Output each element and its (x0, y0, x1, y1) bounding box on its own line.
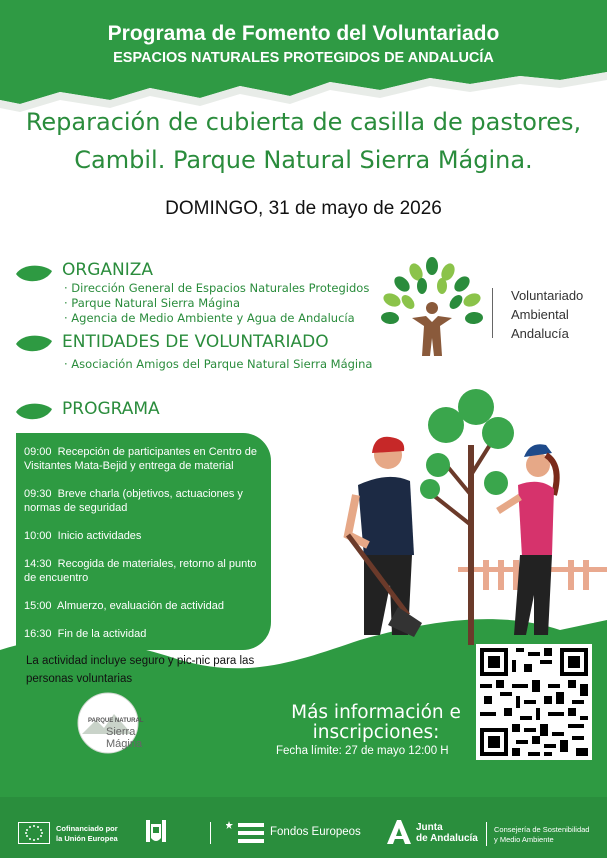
voluntariado-tree-logo (378, 256, 486, 364)
voluntariado-logo-text (511, 286, 583, 343)
program-item: 14:30 Recogida de materiales, retorno al punto de encuentro (24, 558, 257, 584)
va-line: Andalucía (511, 326, 569, 341)
leaf-bullet-icon (14, 401, 54, 423)
organizer-item: · Agencia de Medio Ambiente y Agua de Andalucía (64, 311, 355, 325)
va-line: Voluntariado (511, 288, 584, 303)
park-logo-line: Mágina (106, 738, 143, 750)
junta-line: de Andalucía (416, 833, 478, 844)
park-logo-name (106, 726, 142, 750)
junta-line: Junta (416, 822, 443, 833)
park-logo-line: Sierra (106, 726, 136, 738)
organizer-item: · Parque Natural Sierra Mágina (64, 296, 241, 310)
eu-cofinanced-text (56, 824, 118, 844)
park-logo-top: PARQUE NATURAL (88, 718, 144, 724)
more-info-text: Más información e inscripciones: (291, 702, 461, 743)
fondos-europeos-text: Fondos Europeos (270, 826, 361, 838)
event-title-line1: Reparación de cubierta de casilla de pastores, (25, 108, 582, 136)
fondos-europeos-icon (226, 820, 266, 846)
consejeria-line: Consejería de Sostenibilidad (494, 825, 590, 834)
eu-line: Cofinanciado por (56, 824, 118, 833)
header-title: Programa de Fomento del Voluntariado (107, 22, 500, 45)
entity-item: · Asociación Amigos del Parque Natural Sierra Mágina (64, 357, 373, 371)
junta-andalucia-text (416, 822, 478, 844)
entidades-heading: ENTIDADES DE VOLUNTARIADO (62, 332, 329, 352)
program-item: 09:30 Breve charla (objetivos, actuaciones y normas de seguridad (24, 488, 243, 514)
organiza-heading: ORGANIZA (62, 260, 154, 280)
consejeria-text (494, 825, 589, 845)
event-date: DOMINGO, 31 de mayo de 2026 (165, 198, 442, 219)
footer-divider (486, 822, 487, 846)
header-subtitle: ESPACIOS NATURALES PROTEGIDOS DE ANDALUCÍA (113, 50, 494, 66)
logo-divider (492, 288, 493, 338)
event-title-line2: Cambil. Parque Natural Sierra Mágina. (74, 146, 533, 174)
qr-code[interactable] (476, 644, 592, 760)
program-item: 10:00 Inicio actividades (24, 530, 142, 542)
eu-line: la Unión Europea (56, 834, 118, 843)
leaf-bullet-icon (14, 333, 54, 355)
consejeria-line: y Medio Ambiente (494, 835, 554, 844)
va-line: Ambiental (511, 307, 569, 322)
activity-note: La actividad incluye seguro y pic-nic para las personas voluntarias (26, 655, 255, 685)
leaf-bullet-icon (14, 263, 54, 285)
deadline-text: Fecha límite: 27 de mayo 12:00 H (276, 745, 449, 757)
footer-divider (210, 822, 211, 844)
program-item: 15:00 Almuerzo, evaluación de actividad (24, 600, 224, 612)
eu-flag-icon (18, 822, 50, 844)
spain-coat-of-arms-icon (143, 818, 169, 846)
organizer-item: · Dirección General de Espacios Naturales Protegidos (64, 281, 370, 295)
program-item: 16:30 Fin de la actividad (24, 628, 147, 640)
volunteers-planting-illustration (318, 385, 607, 645)
junta-andalucia-logo-icon (385, 818, 413, 846)
program-item: 09:00 Recepción de participantes en Centro de Visitantes Mata-Bejid y entrega de material (24, 446, 258, 472)
programa-heading: PROGRAMA (62, 399, 160, 419)
